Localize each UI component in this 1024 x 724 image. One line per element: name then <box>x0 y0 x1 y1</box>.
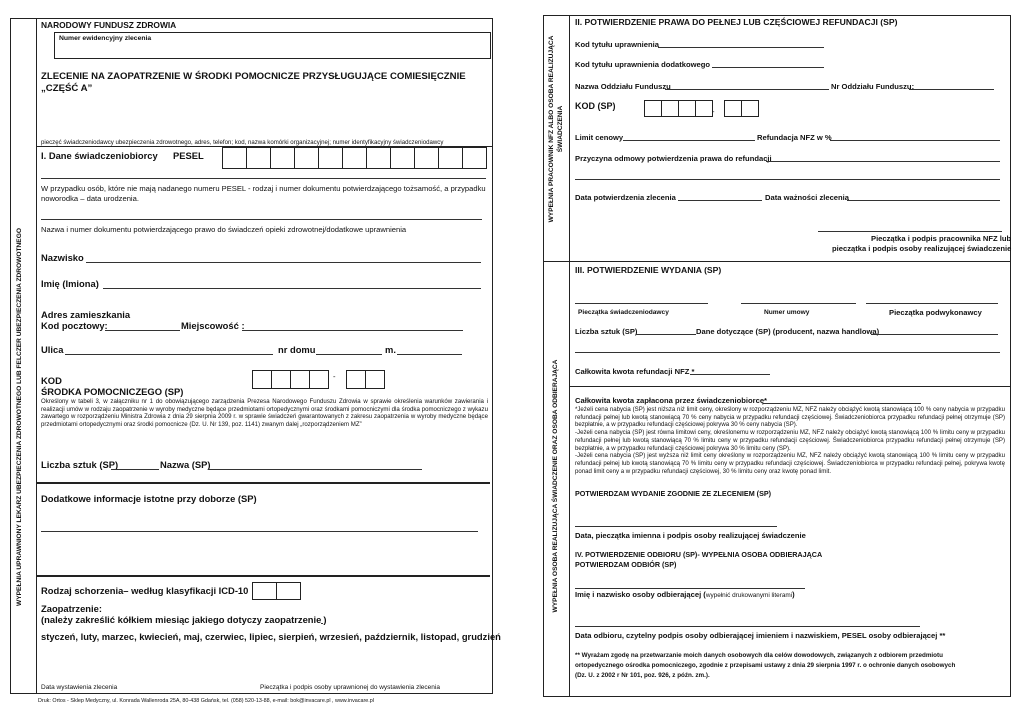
divider <box>543 261 1011 262</box>
receiver-name-label <box>575 590 795 600</box>
form-title-line1: ZLECENIE NA ZAOPATRZENIE W ŚRODKI POMOCNICZE PRZYSŁUGUJĄCE COMIESIĘCZNIE <box>41 71 466 82</box>
extra-data-field-2[interactable] <box>575 352 1000 353</box>
aid-code-cells-b[interactable] <box>346 370 385 389</box>
total-refund-field[interactable] <box>690 374 770 375</box>
extra-data-field[interactable] <box>871 334 998 335</box>
code-sp-cells-b[interactable] <box>724 100 759 117</box>
flat-field[interactable] <box>397 354 462 355</box>
first-name-label: Imię (Imiona) <box>41 278 99 289</box>
name-field[interactable] <box>208 469 422 470</box>
total-paid-field[interactable] <box>763 403 921 404</box>
doc-line <box>41 219 482 220</box>
name-label: Nazwa (SP) <box>160 459 211 470</box>
branch-name-label: Nazwa Oddziału Funduszu <box>575 82 671 91</box>
consent-line-1: ** Wyrażam zgodę na przetwarzanie moich danych osobowych dla celów dowodowych, związanych z odbiorem przedmiotu <box>575 652 943 659</box>
qty-label: Liczba sztuk (SP) <box>41 459 119 470</box>
date-stamp-label: Data, pieczątka imienna i podpis osoby realizującej świadczenie <box>575 531 806 540</box>
qty-field[interactable] <box>111 469 159 470</box>
section3-title: III. POTWIERDZENIE WYDANIA (SP) <box>575 265 722 275</box>
circle-month-end: ) <box>323 614 327 625</box>
postal-code-label: Kod pocztowy: <box>41 320 108 331</box>
issuer-signature-field[interactable] <box>575 526 777 527</box>
contract-no-label: Numer umowy <box>764 309 810 316</box>
order-number-label: Numer ewidencyjny zlecenia <box>59 35 152 42</box>
receiver-name-text: Imię i nazwisko osoby odbierającej ( <box>575 590 706 599</box>
city-field[interactable] <box>242 330 463 331</box>
branch-name-field[interactable] <box>665 89 829 90</box>
code-description: Określony w tabeli 3, w załączniku nr 1 do obowiązującego zarządzenia Prezesa Narodowego Funduszu Zdrowia w sprawie określenia warunków zawierania i realizacji umów w rodzaju zaopatrzenie w wyroby medyczne będące przedmiotami ortopedycznymi oraz środkami pomocniczymi dla środka pomocniczego z wykazu zawartego w rozporządzeniu Ministra Zdrowia z dnia 29 sierpnia 2009 r. w sprawie świadczeń gwarantowanych z zakresu zaopatrzenia w wyroby medyczne będące przedmiotami ortopedycznymi oraz środki pomocnicze (Dz. U. Nr 139, poz. 1141) zwanym dalej „rozporządzeniem MZ” <box>41 398 488 429</box>
branch-no-label: Nr Oddziału Funduszu: <box>831 82 915 91</box>
refusal-reason-field-2[interactable] <box>575 179 1000 180</box>
icd-cells[interactable] <box>252 582 301 600</box>
consent-line-3: (Dz. U. z 2002 r Nr 101, poz. 926, z późn. zm.). <box>575 672 710 679</box>
receive-signature-field[interactable] <box>575 626 920 627</box>
code-label: KOD <box>41 375 62 386</box>
receive-date-label: Data odbioru, czytelny podpis osoby odbierającej imieniem i nazwiskiem, PESEL osoby odbierającej ** <box>575 631 946 640</box>
divider <box>36 482 490 484</box>
consent-line-2: ortopedycznego ośrodka pomocniczego, zgodnie z przepisami ustawy z dnia 29 sierpnia 1997 r. o ochronie danych osobowych <box>575 662 956 669</box>
city-label: Miejscowość : <box>181 320 245 331</box>
extra-info-label: Dodatkowe informacje istotne przy doborze (SP) <box>41 493 257 504</box>
house-no-label: nr domu <box>278 344 316 355</box>
section1-title: I. Dane świadczeniobiorcy <box>41 150 158 161</box>
circle-month-text: (należy zakreślić kółkiem miesiąc jakiego dotyczy zaopatrzenie <box>41 614 322 625</box>
refund-nfz-field[interactable] <box>830 140 1000 141</box>
received-confirm-label: POTWIERDZAM ODBIÓR (SP) <box>575 560 677 569</box>
supply-label: Zaopatrzenie: <box>41 603 102 614</box>
no-pesel-note-2: noworodka – data urodzenia. <box>41 194 139 203</box>
nfz-stamp-label-1: Pieczątka i podpis pracownika NFZ lub <box>871 234 1012 243</box>
entitlement-code-field[interactable] <box>658 47 824 48</box>
pesel-cells[interactable] <box>222 147 487 169</box>
doctor-stamp-label: Pieczątka i podpis osoby uprawnionej do wystawienia zlecenia <box>260 684 440 691</box>
extra-entitlement-label: Kod tytułu uprawnienia dodatkowego <box>575 60 711 69</box>
code-sp-dash: - <box>712 107 715 116</box>
valid-date-label: Data ważności zlecenia <box>765 193 849 202</box>
refusal-reason-label: Przyczyna odmowy potwierdzenia prawa do refundacji <box>575 154 772 163</box>
price-limit-field[interactable] <box>623 140 755 141</box>
contract-no-field[interactable] <box>741 303 856 304</box>
no-pesel-note-1: W przypadku osób, które nie mają nadanego numeru PESEL - rodzaj i numer dokumentu potwierdzającego tożsamość, a przypadku <box>41 184 486 193</box>
subcontractor-stamp-field[interactable] <box>866 303 998 304</box>
doc-name-label: Nazwa i numer dokumentu potwierdzającego prawo do świadczeń opieki zdrowotnej/dodatkowe uprawnienia <box>41 225 407 234</box>
divider <box>569 386 1011 387</box>
total-paid-label: Całkowita kwota zapłacona przez świadczeniobiorcę* <box>575 396 768 405</box>
right-side-label-bottom: WYPEŁNIA OSOBA REALIZUJĄCA ŚWIADCZENIE ORAZ OSOBA ODBIERAJĄCA <box>552 359 559 613</box>
print-note: Druk: Ortos - Sklep Medyczny, ul. Konrada Wallenroda 25A, 80-438 Gdańsk, tel. (058) 520-13-88, e-mail: bok@invacare.pl , www.invacare.pl <box>38 698 374 704</box>
house-no-field[interactable] <box>316 354 382 355</box>
entitlement-code-label: Kod tytułu uprawnienia <box>575 40 659 49</box>
receiver-name-field[interactable] <box>575 588 805 589</box>
refund-nfz-label: Refundacja NFZ w % <box>757 133 832 142</box>
section2-title: II. POTWIERDZENIE PRAWA DO PEŁNEJ LUB CZĘŚCIOWEJ REFUNDACJI (SP) <box>575 17 898 27</box>
issue-date-label: Data wystawienia zlecenia <box>41 684 118 691</box>
circle-month-note <box>41 614 326 625</box>
right-side-label-top-1: WYPEŁNIA PRACOWNIK NFZ ALBO OSOBA REALIZUJĄCA <box>548 35 555 223</box>
order-confirm-date-label: Data potwierdzenia zlecenia <box>575 193 676 202</box>
valid-date-field[interactable] <box>847 200 1000 201</box>
divider <box>36 575 490 577</box>
extra-info-field[interactable] <box>41 531 478 532</box>
street-field[interactable] <box>65 354 273 355</box>
issued-confirm-label: POTWIERDZAM WYDANIE ZGODNIE ZE ZLECENIEM (SP) <box>575 489 772 498</box>
months-list[interactable]: styczeń, luty, marzec, kwiecień, maj, czerwiec, lipiec, sierpień, wrzesień, październik, listopad, grudzień <box>41 631 501 642</box>
pesel-label: PESEL <box>173 150 204 161</box>
receiver-name-hint: wypełnić drukowanymi literami <box>705 592 793 599</box>
aid-code-label: ŚRODKA POMOCNICZEGO (SP) <box>41 386 184 397</box>
icd-label: Rodzaj schorzenia– według klasyfikacji ICD-10 <box>41 585 249 596</box>
right-side-column-border <box>569 15 570 697</box>
order-confirm-date-field[interactable] <box>678 200 762 201</box>
provider-stamp-field[interactable] <box>575 303 708 304</box>
surname-field[interactable] <box>86 262 481 263</box>
total-refund-label: Całkowita kwota refundacji NFZ * <box>575 367 695 376</box>
right-side-label-top-2: ŚWIADCZENIA <box>557 105 564 153</box>
postal-code-field[interactable] <box>105 330 180 331</box>
refund-note: *Jeżeli cena nabycia (SP) jest niższa niż limit ceny, określony w rozporządzeniu MZ, NFZ należy obciążyć kwotą stanowiącą 100 % ceny nabycia w przypadku refundacji pełnej lub kwotą stanowiącą 70 % ceny nabycia w przypadku refundacji częściowej. Świadczeniobiorca przypadku refundacji pełnej otrzymuje (SP) bezpłatnie, a w przypadku refundacji częściowej pokrywa 30 % ceny nabycia (SP). -Jeżeli cena nabycia (SP) jest równa limitowi ceny, określonemu w rozporządzeniu MZ, NFZ należy obciążyć kwotą stanowiącą 100 % limitu ceny w przypadku refundacji pełnej lub kwotą stanowiącą 70 % limitu ceny w przypadku refundacji częściowej. Świadczeniobiorca przypadku refundacji pełnej otrzymuje (SP) bezpłatnie, a w przypadku refundacji częściowej pokrywa 30 % limitu ceny (SP). -Jeżeli cena nabycia (SP) jest wyższa niż limit ceny określony w rozporządzeniu MZ, NFZ należy obciążyć kwotą stanowiącą 100 % limitu ceny w przypadku refundacji pełnej lub kwotą stanowiącą 70 % limitu ceny w przypadku refundacji częściowej. Świadczeniobiorca w przypadku refundacji pełnej, pokrywa kwotę ponad limit ceny a w przypadku refundacji częściowej, 30 % limitu ceny oraz kwotę ponad limit. <box>575 406 1005 475</box>
qty-extra-label: Liczba sztuk (SP) <box>575 327 638 336</box>
nfz-stamp-label-2: pieczątka i podpis osoby realizującej świadczenie <box>832 244 1012 253</box>
code-sp-cells-a[interactable] <box>644 100 713 117</box>
left-side-label: WYPEŁNIA UPRAWNIONY LEKARZ UBEZPIECZENIA ZDROWOTNEGO LUB FELCZER UBEZPIECZENIA ZDROWOTNEGO <box>16 228 23 606</box>
qty-extra-field[interactable] <box>636 334 696 335</box>
subcontractor-stamp-label: Pieczątka podwykonawcy <box>889 308 982 317</box>
code-sp-label: KOD (SP) <box>575 101 616 111</box>
surname-label: Nazwisko <box>41 252 84 263</box>
aid-code-cells-a[interactable] <box>252 370 329 389</box>
first-name-field[interactable] <box>103 288 481 289</box>
pesel-line <box>41 178 486 179</box>
left-side-column-border <box>36 18 37 694</box>
section4-title: IV. POTWIERDZENIE ODBIORU (SP)- WYPEŁNIA OSOBA ODBIERAJĄCA <box>575 550 823 559</box>
flat-label: m. <box>385 344 396 355</box>
extra-entitlement-field[interactable] <box>712 67 824 68</box>
provider-stamp-label: Pieczątka świadczeniodawcy <box>578 309 669 316</box>
aid-code-dash: - <box>333 372 336 381</box>
price-limit-label: Limit cenowy <box>575 133 624 142</box>
branch-no-field[interactable] <box>909 89 994 90</box>
street-label: Ulica <box>41 344 64 355</box>
nfz-label: NARODOWY FUNDUSZ ZDROWIA <box>41 20 177 30</box>
stamp-caption: pieczęć świadczeniodawcy ubezpieczenia zdrowotnego, adres, telefon; kod, nazwa komórki organizacyjnej; numer identyfikacyjny świadczeniodawcy <box>41 139 444 146</box>
nfz-signature-field[interactable] <box>818 231 1002 232</box>
extra-data-label: Dane dotyczące (SP) (producent, nazwa handlowa) <box>696 327 880 336</box>
form-title-line2: „CZĘŚĆ A” <box>41 83 93 94</box>
receiver-name-end: ) <box>792 590 795 599</box>
refusal-reason-field[interactable] <box>766 161 1000 162</box>
address-label: Adres zamieszkania <box>41 309 131 320</box>
